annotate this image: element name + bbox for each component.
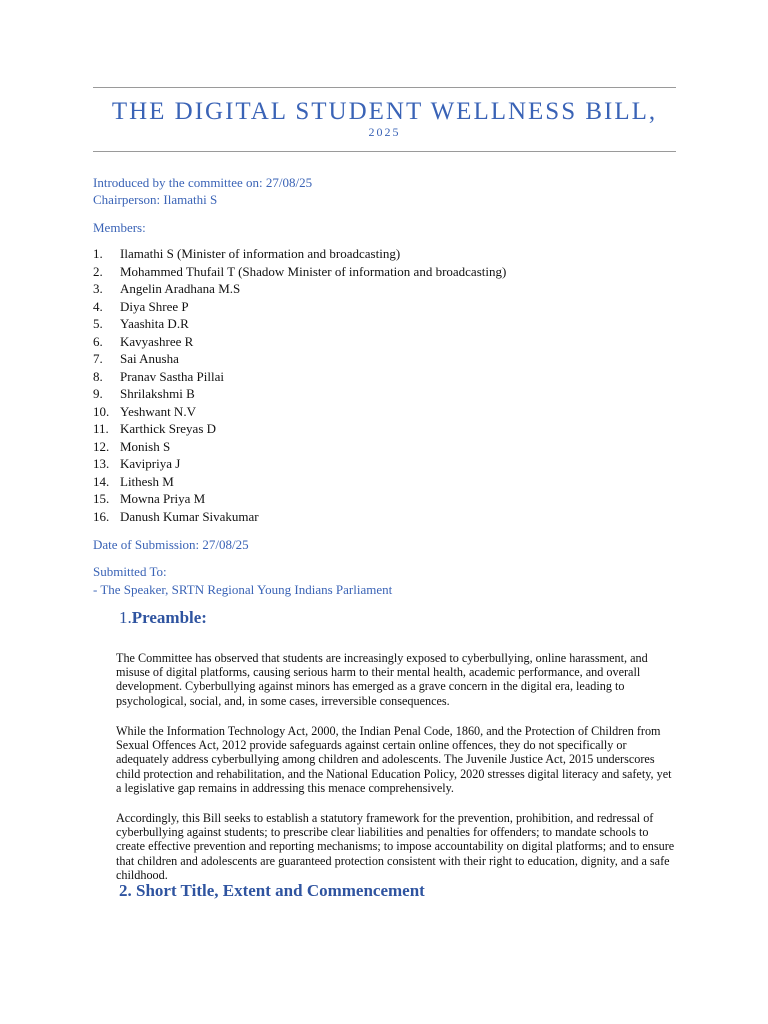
list-item (93, 280, 506, 298)
list-item (93, 245, 506, 263)
bill-title: THE DIGITAL STUDENT WELLNESS BILL, (111, 98, 658, 125)
member-name: Yaashita D.R (120, 316, 189, 331)
section-heading-short-title: 2. Short Title, Extent and Commencement (119, 881, 425, 900)
preamble-paragraph-1: The Committee has observed that students are increasingly exposed to cyberbullying, online harassment, and misuse of digital platforms, causing serious harm to their mental health, academic performance, and overall development. Cyberbullying against minors has emerged as a grave concern in the digital era, leading to psychological, social, and, in some cases, irreversible consequences. (116, 651, 648, 708)
member-name: Lithesh M (120, 473, 174, 489)
list-number: 10. (93, 403, 110, 419)
introduced-line: Introduced by the committee on: 27/08/25 (93, 175, 313, 190)
list-number: 11. (93, 421, 109, 436)
list-item (93, 368, 506, 386)
list-item (93, 263, 506, 281)
member-name: Sai Anusha (120, 351, 179, 366)
list-number: 13. (93, 456, 110, 471)
list-number: 2. (93, 263, 103, 279)
list-number: 14. (93, 473, 110, 489)
submitted-to-recipient: - The Speaker, SRTN Regional Young Indians Parliament (93, 582, 393, 597)
list-item (93, 420, 506, 438)
list-number: 7. (93, 351, 103, 366)
member-name: Diya Shree P (120, 298, 189, 314)
section-title: Preamble: (131, 608, 207, 627)
list-number: 8. (93, 368, 103, 384)
preamble-paragraph-3: Accordingly, this Bill seeks to establish a statutory framework for the prevention, prohibition, and redressal of cyberbullying against students; to prescribe clear liabilities and penalties for offenders; to mandate schools to create effective prevention and reporting mechanisms; to impose accountability on digital platforms; and to ensure that children and adolescents are guaranteed protection consistent with their right to education, dignity, and a safe childhood. (116, 811, 675, 882)
member-name: Mowna Priya M (120, 491, 206, 506)
member-name: Danush Kumar Sivakumar (120, 508, 259, 524)
list-item (93, 508, 506, 526)
list-item (93, 473, 506, 491)
list-number: 5. (93, 316, 103, 331)
list-item (93, 385, 506, 403)
members-list (93, 245, 506, 525)
list-item (93, 490, 506, 508)
member-name: Kavyashree R (120, 333, 194, 349)
list-number: 3. (93, 281, 103, 296)
list-number: 4. (93, 298, 103, 314)
member-name: Angelin Aradhana M.S (120, 281, 241, 296)
member-name: Kavipriya J (120, 456, 181, 471)
member-name: Monish S (120, 438, 171, 454)
member-name: Yeshwant N.V (120, 403, 196, 419)
list-item (93, 315, 506, 333)
submitted-to-label: Submitted To: (93, 564, 167, 579)
list-number: 12. (93, 438, 110, 454)
preamble-paragraph-2: While the Information Technology Act, 2000, the Indian Penal Code, 1860, and the Protection of Children from Sexual Offences Act, 2012 provide safeguards against certain online offences, they do not specifically or adequately address cyberbullying among children and adolescents. The Juvenile Justice Act, 2015 underscores child protection and rehabilitation, and the National Education Policy, 2020 stresses digital literacy and safety, yet a legislative gap remains in addressing this menace comprehensively. (116, 724, 672, 795)
member-name: Pranav Sastha Pillai (120, 368, 224, 384)
member-name: Mohammed Thufail T (Shadow Minister of information and broadcasting) (120, 263, 507, 279)
list-item (93, 438, 506, 456)
members-label: Members: (93, 220, 146, 235)
list-number: 9. (93, 386, 103, 401)
bottom-rule (93, 151, 676, 152)
list-number: 16. (93, 508, 110, 524)
list-item (93, 455, 506, 473)
list-item (93, 403, 506, 421)
member-name: Karthick Sreyas D (120, 421, 217, 436)
section-number: 1. (119, 608, 132, 627)
list-item (93, 333, 506, 351)
member-name: Ilamathi S (Minister of information and broadcasting) (120, 246, 401, 261)
list-item (93, 298, 506, 316)
chairperson-line: Chairperson: Ilamathi S (93, 192, 218, 207)
submission-date: Date of Submission: 27/08/25 (93, 537, 249, 552)
list-item (93, 350, 506, 368)
bill-year: 2025 (368, 125, 401, 139)
top-rule (93, 87, 676, 88)
list-number: 1. (93, 246, 103, 261)
member-name: Shrilakshmi B (120, 386, 195, 401)
list-number: 6. (93, 333, 103, 349)
list-number: 15. (93, 491, 110, 506)
section-heading-preamble (119, 608, 207, 628)
